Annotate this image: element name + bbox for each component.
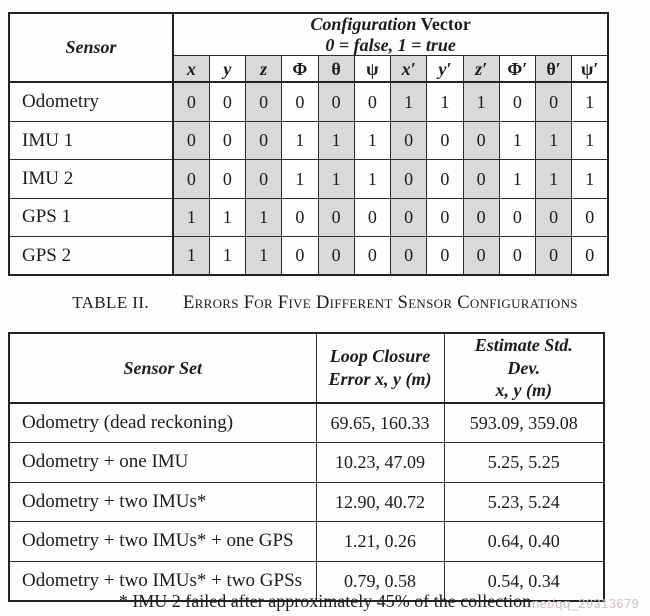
col-header-psi: ψ: [354, 56, 390, 83]
config-cell: 0: [391, 121, 427, 159]
config-cell: 0: [354, 198, 390, 236]
config-cell: 0: [246, 160, 282, 198]
estimate-std-dev-cell: 0.64, 0.40: [444, 522, 604, 562]
config-cell: 0: [354, 236, 390, 275]
table-row: [9, 482, 604, 522]
sensor-set-cell: Odometry + one IMU: [9, 443, 316, 483]
config-cell: 0: [427, 160, 463, 198]
table-row: [9, 121, 608, 159]
config-cell: 0: [173, 82, 209, 121]
config-cell: 0: [499, 82, 535, 121]
config-cell: 0: [318, 236, 354, 275]
config-cell: 0: [427, 198, 463, 236]
config-cell: 1: [572, 160, 608, 198]
table2-caption: [0, 293, 650, 314]
col-header-theta: θ: [318, 56, 354, 83]
sensor-name-cell: IMU 2: [9, 160, 173, 198]
config-cell: 0: [572, 198, 608, 236]
estimate-std-dev-cell: 5.25, 5.25: [444, 443, 604, 483]
config-cell: 0: [318, 198, 354, 236]
loop-closure-header-line1: Loop Closure: [329, 346, 431, 367]
col-header-psi-prime: ψ′: [572, 56, 608, 83]
col-header-x-prime: x′: [391, 56, 427, 83]
config-cell: 1: [572, 82, 608, 121]
config-cell: 0: [209, 160, 245, 198]
config-cell: 1: [354, 160, 390, 198]
loop-closure-error-cell: 1.21, 0.26: [316, 522, 444, 562]
table-row: [9, 522, 604, 562]
table-row: [9, 403, 604, 443]
col-header-y-prime: y′: [427, 56, 463, 83]
table-row: [9, 160, 608, 198]
config-cell: 0: [354, 82, 390, 121]
config-cell: 0: [318, 82, 354, 121]
table2-footnote: * IMU 2 failed after approximately 45% of the collection: [118, 591, 532, 611]
config-cell: 1: [499, 121, 535, 159]
config-cell: 0: [209, 82, 245, 121]
sensor-errors-table: [8, 332, 605, 602]
config-cell: 1: [173, 198, 209, 236]
config-cell: 1: [427, 82, 463, 121]
loop-closure-error-cell: 12.90, 40.72: [316, 482, 444, 522]
configuration-title-italic: Configuration: [310, 14, 417, 34]
sensor-name-cell: GPS 2: [9, 236, 173, 275]
sensor-set-cell: Odometry + two IMUs*: [9, 482, 316, 522]
config-cell: 0: [282, 236, 318, 275]
config-cell: 1: [209, 198, 245, 236]
config-cell: 1: [354, 121, 390, 159]
config-cell: 1: [463, 82, 499, 121]
table-row: [9, 198, 608, 236]
config-cell: 1: [536, 121, 572, 159]
config-cell: 1: [391, 82, 427, 121]
config-cell: 0: [463, 198, 499, 236]
config-cell: 0: [536, 198, 572, 236]
loop-closure-error-cell: 69.65, 160.33: [316, 403, 444, 443]
table1-title-row: [9, 13, 608, 56]
sensor-set-header: Sensor Set: [9, 333, 316, 403]
table-row: [9, 443, 604, 483]
config-cell: 1: [246, 236, 282, 275]
config-cell: 0: [499, 198, 535, 236]
config-cell: 1: [318, 160, 354, 198]
config-cell: 0: [536, 236, 572, 275]
config-cell: 0: [246, 82, 282, 121]
configuration-title-upright: Vector: [420, 14, 471, 34]
config-cell: 0: [499, 236, 535, 275]
config-cell: 1: [536, 160, 572, 198]
config-cell: 0: [173, 160, 209, 198]
col-header-z: z: [246, 56, 282, 83]
col-header-y: y: [209, 56, 245, 83]
config-cell: 0: [463, 160, 499, 198]
config-cell: 1: [209, 236, 245, 275]
configuration-legend: 0 = false, 1 = true: [325, 34, 456, 55]
loop-closure-error-cell: 10.23, 47.09: [316, 443, 444, 483]
config-cell: 0: [536, 82, 572, 121]
config-cell: 1: [173, 236, 209, 275]
configuration-vector-table: [8, 12, 609, 276]
watermark: .net/qq_29313679: [528, 596, 640, 611]
sensor-name-cell: IMU 1: [9, 121, 173, 159]
config-cell: 0: [391, 160, 427, 198]
estimate-std-dev-header-line2: Dev.: [507, 357, 541, 378]
config-cell: 1: [282, 160, 318, 198]
col-header-theta-prime: θ′: [536, 56, 572, 83]
loop-closure-error-cell: 0.79, 0.58: [316, 561, 444, 601]
col-header-phi-prime: Φ′: [499, 56, 535, 83]
config-cell: 0: [282, 198, 318, 236]
config-cell: 1: [318, 121, 354, 159]
table2-caption-label: TABLE II.: [72, 293, 150, 312]
table-row: [9, 82, 608, 121]
config-cell: 1: [282, 121, 318, 159]
sensor-set-cell: Odometry + two IMUs* + one GPS: [9, 522, 316, 562]
col-header-z-prime: z′: [463, 56, 499, 83]
estimate-std-dev-header-line3: x, y (m): [495, 380, 552, 400]
config-cell: 1: [572, 121, 608, 159]
config-cell: 0: [427, 121, 463, 159]
config-cell: 0: [282, 82, 318, 121]
estimate-std-dev-header-line1: Estimate Std.: [474, 335, 573, 355]
config-cell: 0: [209, 121, 245, 159]
table2-caption-title: Errors For Five Different Sensor Configurations: [183, 293, 578, 313]
config-cell: 1: [246, 198, 282, 236]
sensor-set-cell: Odometry + two IMUs* + two GPSs: [9, 561, 316, 601]
config-cell: 0: [391, 198, 427, 236]
config-cell: 0: [572, 236, 608, 275]
configuration-vector-title: [174, 14, 607, 35]
estimate-std-dev-cell: 5.23, 5.24: [444, 482, 604, 522]
config-cell: 0: [463, 236, 499, 275]
estimate-std-dev-cell: 593.09, 359.08: [444, 403, 604, 443]
config-cell: 0: [427, 236, 463, 275]
estimate-std-dev-cell: 0.54, 0.34: [444, 561, 604, 601]
config-cell: 0: [463, 121, 499, 159]
sensor-column-header: Sensor: [9, 13, 173, 82]
col-header-x: x: [173, 56, 209, 83]
sensor-name-cell: Odometry: [9, 82, 173, 121]
config-cell: 0: [391, 236, 427, 275]
config-cell: 1: [499, 160, 535, 198]
estimate-std-dev-header: [444, 333, 604, 403]
table-row: [9, 236, 608, 275]
config-cell: 0: [246, 121, 282, 159]
configuration-vector-header: [173, 13, 608, 56]
sensor-name-cell: GPS 1: [9, 198, 173, 236]
col-header-phi: Φ: [282, 56, 318, 83]
sensor-set-cell: Odometry (dead reckoning): [9, 403, 316, 443]
config-cell: 0: [173, 121, 209, 159]
loop-closure-header-line2: Error x, y (m): [328, 368, 432, 389]
loop-closure-header: [316, 333, 444, 403]
table2-header-row: [9, 333, 604, 403]
